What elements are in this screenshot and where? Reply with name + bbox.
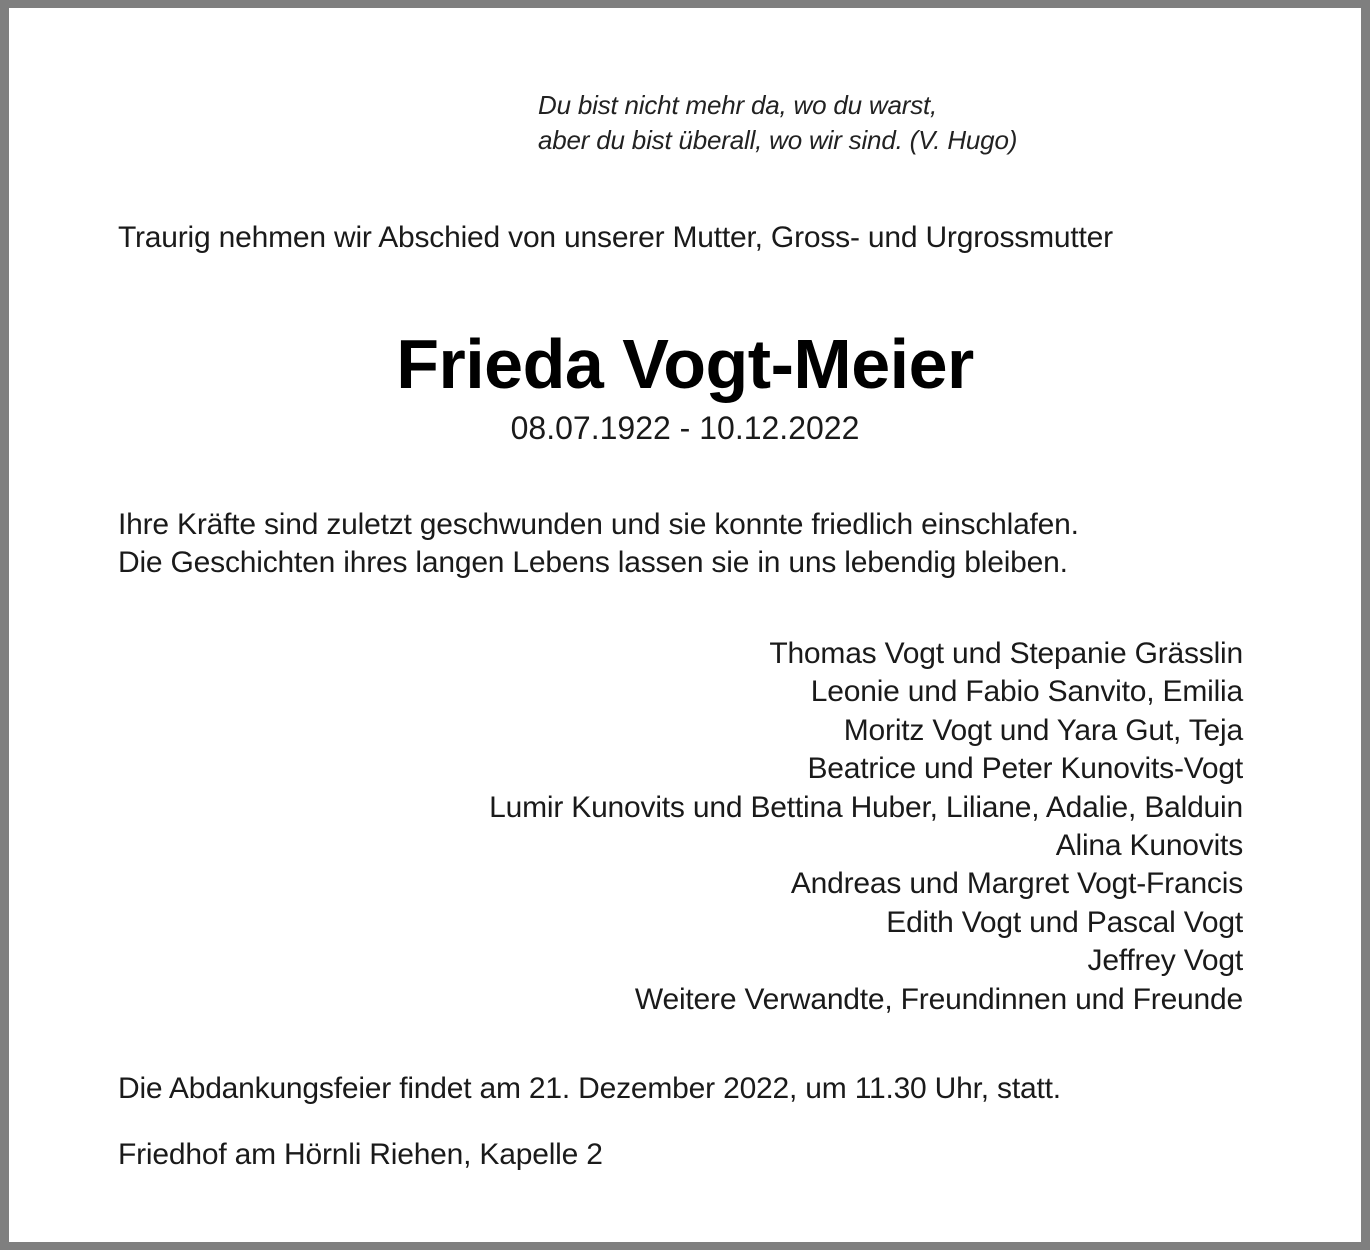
quote-line-2: aber du bist überall, wo wir sind. (V. Hugo) [538,125,1018,155]
mourner-line: Jeffrey Vogt [1087,944,1243,978]
mourner-line: Moritz Vogt und Yara Gut, Teja [843,713,1243,747]
quote-line-1: Du bist nicht mehr da, wo du warst, [538,90,938,120]
deceased-name: Frieda Vogt-Meier [396,325,974,403]
message-line-1: Ihre Kräfte sind zuletzt geschwunden und sie konnte friedlich einschlafen. [118,508,1079,541]
mourner-line: Thomas Vogt und Stepanie Grässlin [769,637,1243,670]
ceremony-info: Die Abdankungsfeier findet am 21. Dezember 2022, um 11.30 Uhr, statt. [118,1072,1061,1105]
mourner-line: Alina Kunovits [1055,829,1243,863]
mourner-line: Weitere Verwandte, Freundinnen und Freunde [634,982,1243,1016]
life-dates: 08.07.1922 - 10.12.2022 [510,410,860,446]
mourner-line: Edith Vogt und Pascal Vogt [886,905,1243,939]
message-line-2: Die Geschichten ihres langen Lebens lassen sie in uns lebendig bleiben. [118,546,1068,579]
ceremony-location: Friedhof am Hörnli Riehen, Kapelle 2 [118,1138,603,1171]
mourner-line: Leonie und Fabio Sanvito, Emilia [810,675,1243,709]
intro-text: Traurig nehmen wir Abschied von unserer Mutter, Gross- und Urgrossmutter [118,221,1113,254]
mourner-line: Lumir Kunovits und Bettina Huber, Liliane, Adalie, Balduin [489,790,1243,824]
epigraph-quote [538,88,1017,158]
message-text [118,506,1079,582]
mourner-line: Andreas und Margret Vogt-Francis [790,867,1243,901]
mourner-line: Beatrice und Peter Kunovits-Vogt [807,752,1243,786]
mourners-list [489,635,1243,1019]
